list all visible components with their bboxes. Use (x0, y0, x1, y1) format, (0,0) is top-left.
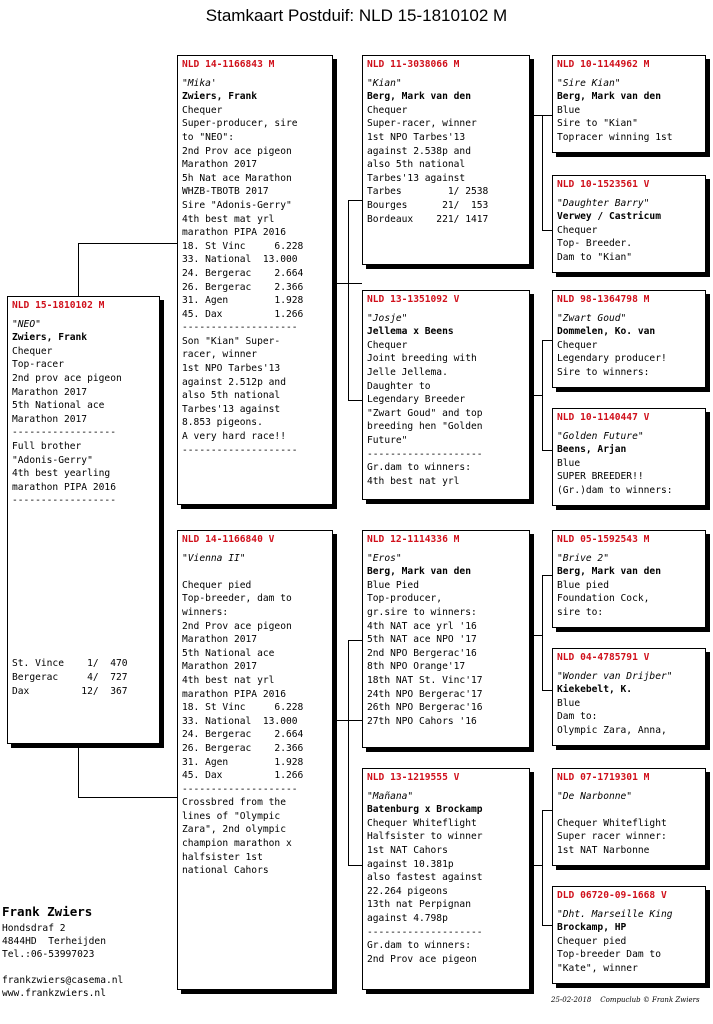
info-line: 8th NPO Orange'17 (367, 661, 466, 673)
info-line: Top-producer, (367, 593, 443, 605)
info-line: also 5th national (182, 390, 281, 402)
ring-number: NLD 13-1219555 V (367, 772, 460, 783)
info-line: Blue (557, 104, 581, 116)
info-line: lines of "Olympic (182, 810, 281, 822)
connector-line (530, 395, 542, 396)
info-line: Marathon 2017 (182, 661, 258, 673)
info-line (12, 535, 155, 549)
connector-line (542, 690, 552, 691)
connector-line (348, 640, 349, 865)
info-line: Joint breeding with (367, 353, 477, 365)
info-line: sire to: (557, 606, 604, 618)
info-line: racer, winner (182, 349, 258, 361)
info-line: 1st NAT Cahors (367, 844, 448, 856)
info-line: Super-producer, sire (182, 118, 298, 130)
ring-number: NLD 07-1719301 M (557, 772, 650, 783)
info-line: Dam to: (557, 711, 598, 723)
info-line: Chequer Whiteflight (557, 817, 667, 829)
pigeon-name: "Sire Kian" (557, 77, 621, 89)
info-line: Blue pied (557, 579, 609, 591)
info-line: 2nd Prov ace pigeon (182, 620, 292, 632)
info-line: 18th NAT St. Vinc'17 (367, 674, 483, 686)
info-line: Marathon 2017 (182, 159, 258, 171)
info-line: 22.264 pigeons (367, 885, 448, 897)
info-line: 18. St Vinc 6.228 (182, 702, 304, 714)
info-line: Full brother (12, 440, 82, 452)
info-line: Legendary producer! (557, 353, 667, 365)
info-line: 13th nat Perpignan (367, 899, 471, 911)
info-line: Foundation Cock, (557, 593, 650, 605)
info-line: -------------------- (182, 783, 298, 795)
info-line: -------------------- (182, 444, 298, 456)
info-line (12, 589, 155, 603)
connector-line (542, 810, 552, 811)
connector-line (542, 810, 543, 925)
info-line: Son "Kian" Super- (182, 335, 281, 347)
info-line: Super racer winner: (557, 831, 667, 843)
info-line: against 10.381p (367, 858, 454, 870)
great-grandparent-card (552, 175, 706, 273)
info-line: 5th National ace (182, 647, 275, 659)
breeder-address: Hondsdraf 2 (2, 923, 66, 934)
info-line: 26. Bergerac 2.366 (182, 281, 304, 293)
info-line: Top-breeder, dam to (182, 593, 292, 605)
info-line (12, 522, 155, 536)
info-line: Olympic Zara, Anna, (557, 724, 667, 736)
grandparent-card (362, 530, 530, 748)
info-line: Gr.dam to winners: (367, 462, 471, 474)
info-line: Blue (557, 457, 581, 469)
info-line: "Zwart Goud" and top (367, 407, 483, 419)
connector-line (348, 200, 349, 400)
pigeon-name: "Eros" (367, 552, 402, 564)
info-line: Bergerac 4/ 727 (12, 672, 128, 684)
info-line: Jelle Jellema. (367, 366, 448, 378)
pigeon-name: "NEO" (12, 318, 41, 330)
info-line: 1st NAT Narbonne (557, 844, 650, 856)
info-line (12, 508, 155, 522)
info-line: breeding hen "Golden (367, 421, 483, 433)
info-line: champion marathon x (182, 838, 292, 850)
info-line: Chequer (367, 104, 408, 116)
connector-line (542, 230, 552, 231)
connector-line (348, 400, 362, 401)
info-line: Marathon 2017 (12, 386, 88, 398)
info-line: -------------------- (367, 448, 483, 460)
info-line: 2nd NPO Bergerac'16 (367, 647, 477, 659)
owner-name: Kiekebelt, K. (557, 684, 633, 696)
connector-line (542, 340, 543, 450)
info-line: 31. Agen 1.928 (182, 756, 304, 768)
connector-line (542, 115, 552, 116)
info-line: Blue (557, 697, 581, 709)
info-line: 27th NPO Cahors '16 (367, 715, 477, 727)
info-line: Gr.dam to winners: (367, 940, 471, 952)
connector-line (78, 797, 177, 798)
ring-number: NLD 14-1166840 V (182, 534, 275, 545)
connector-line (348, 865, 362, 866)
info-line: 5th NAT ace NPO '17 (367, 634, 477, 646)
breeder-email[interactable]: frankzwiers@casema.nl (2, 975, 124, 986)
info-line: Chequer (557, 224, 598, 236)
info-line: Tarbes 1/ 2538 (367, 186, 489, 198)
pigeon-name: "Mika' (182, 77, 217, 89)
pigeon-name: "Dht. Marseille King (557, 908, 673, 920)
owner-name: Brockamp, HP (557, 922, 627, 934)
great-grandparent-card (552, 530, 706, 628)
connector-line (348, 640, 362, 641)
info-line: Top- Breeder. (557, 238, 633, 250)
info-line (12, 617, 155, 631)
info-line: 4th best nat yrl (182, 674, 275, 686)
info-line: 1st NPO Tarbes'13 (367, 131, 466, 143)
info-line: SUPER BREEDER!! (557, 471, 644, 483)
info-line: Marathon 2017 (182, 634, 258, 646)
ring-number: NLD 12-1114336 M (367, 534, 460, 545)
owner-name: Berg, Mark van den (557, 91, 661, 103)
info-line: 24th NPO Bergerac'17 (367, 688, 483, 700)
info-line: against 2.538p and (367, 145, 471, 157)
pigeon-name: "Daughter Barry" (557, 197, 650, 209)
info-line: 45. Dax 1.266 (182, 308, 304, 320)
owner-name: Batenburg x Brockamp (367, 804, 483, 816)
connector-line (530, 865, 542, 866)
info-line: 4th best nat yrl (367, 475, 460, 487)
info-line: 4th best yearling (12, 468, 111, 480)
info-line: Marathon 2017 (12, 413, 88, 425)
info-line: 4th NAT ace yrl '16 (367, 620, 477, 632)
info-line: St. Vince 1/ 470 (12, 658, 128, 670)
info-line (12, 630, 155, 644)
pigeon-name: "De Narbonne" (557, 790, 633, 802)
page-title: Stamkaart Postduif: NLD 15-1810102 M (205, 6, 508, 25)
info-line: WHZB-TBOTB 2017 (182, 186, 269, 198)
info-line: 8.853 pigeons. (182, 417, 263, 429)
info-line: 24. Bergerac 2.664 (182, 729, 304, 741)
owner-name: Verwey / Castricum (557, 211, 661, 223)
pigeon-name: "Wonder van Drijber" (557, 670, 673, 682)
info-line: -------------------- (367, 926, 483, 938)
info-line: Chequer pied (182, 579, 252, 591)
info-line: 2nd Prov ace pigeon (367, 953, 477, 965)
ring-number: NLD 04-4785791 V (557, 652, 650, 663)
info-line: Blue Pied (367, 579, 419, 591)
info-line: Halfsister to winner (367, 831, 483, 843)
ring-number: NLD 13-1351092 V (367, 294, 460, 305)
ring-number: NLD 10-1144962 M (557, 59, 650, 70)
great-grandparent-card (552, 648, 706, 746)
info-line: Chequer (182, 104, 223, 116)
ring-number: DLD 06720-09-1668 V (557, 890, 667, 901)
info-line: Daughter to (367, 380, 431, 392)
owner-name: Zwiers, Frank (12, 332, 88, 344)
info-line: to "NEO": (182, 131, 234, 143)
info-line: Topracer winning 1st (557, 131, 673, 143)
info-line: also 5th national (367, 159, 466, 171)
info-line: 33. National 13.000 (182, 254, 298, 266)
info-line: ------------------ (12, 427, 116, 439)
info-line: Chequer (367, 339, 408, 351)
info-line: Bordeaux 221/ 1417 (367, 213, 489, 225)
breeder-website[interactable]: www.frankzwiers.nl (2, 988, 106, 999)
great-grandparent-card (552, 408, 706, 506)
ring-number: NLD 98-1364798 M (557, 294, 650, 305)
connector-line (542, 575, 552, 576)
pigeon-name: "Kian" (367, 77, 402, 89)
info-line: 26. Bergerac 2.366 (182, 742, 304, 754)
ring-number: NLD 10-1140447 V (557, 412, 650, 423)
info-line: Chequer (557, 339, 598, 351)
info-line (12, 603, 155, 617)
info-line: Top-breeder Dam to (557, 949, 661, 961)
ring-number: NLD 15-1810102 M (12, 300, 105, 311)
info-line: 2nd prov ace pigeon (12, 372, 122, 384)
info-line: 2nd Prov ace pigeon (182, 145, 292, 157)
breeder-info (2, 905, 123, 1000)
info-line (12, 576, 155, 590)
connector-line (78, 243, 177, 244)
info-line: marathon PIPA 2016 (182, 688, 286, 700)
info-line: marathon PIPA 2016 (182, 227, 286, 239)
connector-line (542, 340, 552, 341)
info-line: (Gr.)dam to winners: (557, 484, 673, 496)
info-line: 26th NPO Bergerac'16 (367, 702, 483, 714)
grandparent-card (362, 768, 530, 990)
great-grandparent-card (552, 768, 706, 866)
owner-name: Zwiers, Frank (182, 91, 258, 103)
info-line: Dam to "Kian" (557, 251, 633, 263)
info-line: Tarbes'13 against (367, 172, 466, 184)
breeder-name: Frank Zwiers (2, 904, 93, 919)
connector-line (542, 115, 543, 230)
owner-name: Berg, Mark van den (367, 91, 471, 103)
pigeon-name: "Josje" (367, 312, 408, 324)
connector-line (78, 744, 79, 797)
connector-line (542, 450, 552, 451)
info-line: winners: (182, 606, 229, 618)
great-grandparent-card (552, 290, 706, 388)
info-line (12, 562, 155, 576)
connector-line (78, 243, 79, 296)
info-line: A very hard race!! (182, 431, 286, 443)
ring-number: NLD 10-1523561 V (557, 179, 650, 190)
breeder-phone: Tel.:06-53997023 (2, 949, 95, 960)
info-line: Chequer pied (557, 935, 627, 947)
info-line: Crossbred from the (182, 797, 286, 809)
owner-name: Beens, Arjan (557, 444, 627, 456)
info-line: 4th best mat yrl (182, 213, 275, 225)
info-line: Chequer (12, 345, 53, 357)
connector-line (530, 635, 542, 636)
info-line: Zara", 2nd olympic (182, 824, 286, 836)
info-line: -------------------- (182, 322, 298, 334)
info-line (12, 644, 155, 658)
connector-line (542, 575, 543, 690)
owner-name: Berg, Mark van den (367, 566, 471, 578)
info-line: "Kate", winner (557, 962, 638, 974)
pigeon-name: "Vienna II" (182, 552, 246, 564)
info-line: Chequer Whiteflight (367, 817, 477, 829)
info-line: against 2.512p and (182, 376, 286, 388)
info-line: Legendary Breeder (367, 394, 466, 406)
great-grandparent-card (552, 55, 706, 153)
dam-card (177, 530, 333, 990)
pigeon-name: "Brive 2" (557, 552, 609, 564)
info-line: 31. Agen 1.928 (182, 295, 304, 307)
info-line: 5h Nat ace Marathon (182, 172, 292, 184)
info-line: Sire to "Kian" (557, 118, 638, 130)
info-line: Future" (367, 434, 408, 446)
info-line: 45. Dax 1.266 (182, 770, 304, 782)
subject-card (7, 296, 160, 744)
sire-card (177, 55, 333, 505)
info-line (12, 549, 155, 563)
info-line: Sire "Adonis-Gerry" (182, 199, 292, 211)
owner-name: Jellema x Beens (367, 326, 454, 338)
info-line: against 4.798p (367, 912, 448, 924)
info-line: halfsister 1st (182, 851, 263, 863)
info-line: "Adonis-Gerry" (12, 454, 93, 466)
owner-name: Berg, Mark van den (557, 566, 661, 578)
info-line: also fastest against (367, 872, 483, 884)
pigeon-name: "Zwart Goud" (557, 312, 627, 324)
info-line: gr.sire to winners: (367, 606, 477, 618)
info-line: Sire to winners: (557, 366, 650, 378)
owner-name: Dommelen, Ko. van (557, 326, 656, 338)
info-line: 5th National ace (12, 400, 105, 412)
info-line: Dax 12/ 367 (12, 685, 128, 697)
breeder-city: 4844HD Terheijden (2, 936, 106, 947)
ring-number: NLD 11-3038066 M (367, 59, 460, 70)
ring-number: NLD 05-1592543 M (557, 534, 650, 545)
info-line: Tarbes'13 against (182, 403, 281, 415)
info-line: 33. National 13.000 (182, 715, 298, 727)
pigeon-name: "Golden Future" (557, 430, 644, 442)
info-line: ------------------ (12, 495, 116, 507)
info-line: 18. St Vinc 6.228 (182, 240, 304, 252)
connector-line (530, 115, 542, 116)
connector-line (542, 925, 552, 926)
grandparent-card (362, 55, 530, 265)
grandparent-card (362, 290, 530, 500)
info-line: 1st NPO Tarbes'13 (182, 363, 281, 375)
info-line: Super-racer, winner (367, 118, 477, 130)
ring-number: NLD 14-1166843 M (182, 59, 275, 70)
connector-line (348, 200, 362, 201)
info-line: Bourges 21/ 153 (367, 199, 489, 211)
print-stamp: 25-02-2018 Compuclub © Frank Zwiers (551, 996, 700, 1004)
pigeon-name: "Mañana" (367, 790, 414, 802)
great-grandparent-card (552, 886, 706, 984)
info-line: marathon PIPA 2016 (12, 481, 116, 493)
info-line: Top-racer (12, 359, 64, 371)
info-line: national Cahors (182, 865, 269, 877)
info-line: 24. Bergerac 2.664 (182, 267, 304, 279)
